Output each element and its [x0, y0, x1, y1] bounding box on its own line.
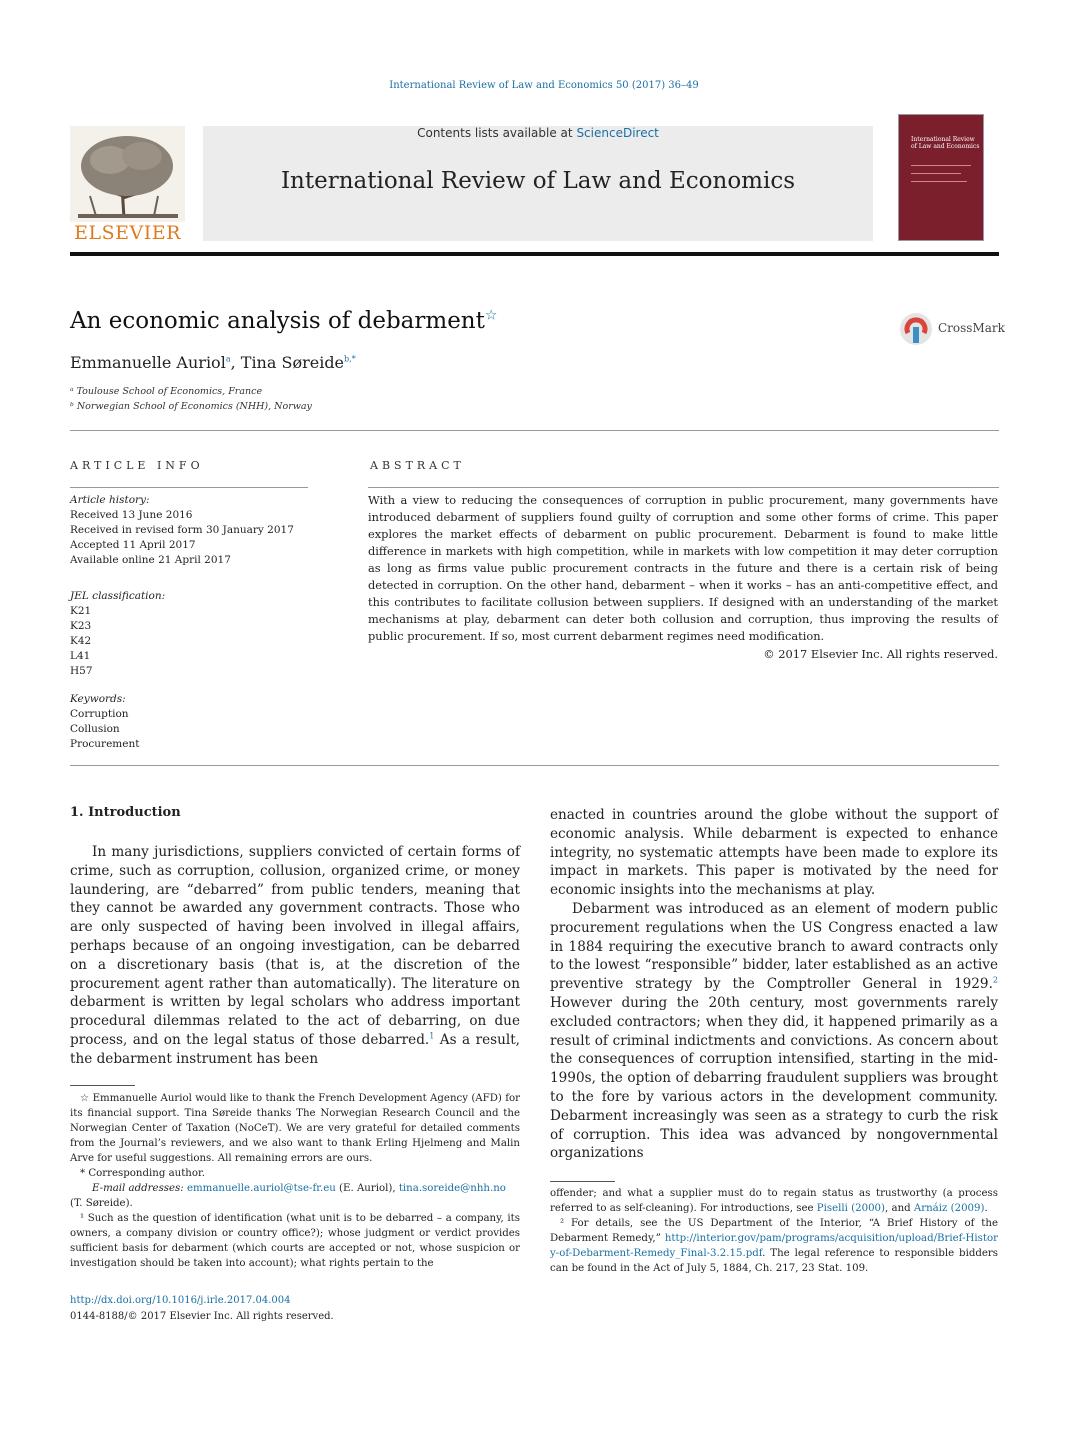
- affiliation-b: ᵇ Norwegian School of Economics (NHH), Norway: [70, 401, 312, 412]
- cover-line: [911, 165, 971, 166]
- footnote-text: .: [984, 1203, 988, 1214]
- publisher-name: ELSEVIER: [74, 222, 181, 244]
- footnote-rule: [70, 1085, 135, 1086]
- crossmark-badge[interactable]: [898, 311, 1018, 347]
- left-column-text: [70, 843, 520, 1069]
- footnote-ref[interactable]: 2: [992, 975, 998, 985]
- right-column-text: [550, 806, 998, 1163]
- doi-block: [70, 1293, 334, 1325]
- jel-code: K21: [70, 605, 92, 617]
- author-name: Tina Søreide: [240, 353, 345, 372]
- sciencedirect-link[interactable]: ScienceDirect: [576, 126, 659, 140]
- paragraph-text: Debarment was introduced as an element of modern public procurement regulations when the US Congress enacted a law in 1884 requiring the executive branch to award contracts only to the lowest “responsible” bidder, later established as an active preventive strategy by the Comptroller General in 1929.: [550, 900, 998, 993]
- jel-label: JEL classification:: [70, 590, 166, 602]
- crossmark-label: CrossMark: [938, 321, 1005, 335]
- citation-link[interactable]: Arnáiz (2009): [913, 1203, 985, 1214]
- abstract-copyright: © 2017 Elsevier Inc. All rights reserved.: [763, 647, 998, 661]
- issn-line: 0144-8188/© 2017 Elsevier Inc. All rights reserved.: [70, 1311, 334, 1322]
- left-footnotes: [70, 1091, 520, 1271]
- email-owner: (E. Auriol),: [335, 1183, 399, 1194]
- author-name: Emmanuelle Auriol: [70, 353, 226, 372]
- cover-line: [911, 181, 967, 182]
- paragraph: [70, 843, 520, 1069]
- header-rule: [70, 252, 999, 256]
- keywords-label: Keywords:: [70, 693, 126, 705]
- keyword: Corruption: [70, 708, 129, 720]
- jel-code: H57: [70, 665, 93, 677]
- history-item: Available online 21 April 2017: [70, 554, 231, 566]
- keywords: [70, 692, 310, 752]
- history-item: Accepted 11 April 2017: [70, 539, 196, 551]
- title-footnote-mark[interactable]: ☆: [484, 307, 498, 324]
- journal-citation[interactable]: International Review of Law and Economics 50 (2017) 36–49: [389, 80, 699, 91]
- contents-prefix: Contents lists available at: [417, 126, 577, 140]
- paragraph-text: As a result, the debarment instrument has been: [70, 1031, 520, 1067]
- history-item: Received 13 June 2016: [70, 509, 193, 521]
- author-separator: ,: [230, 353, 241, 372]
- article-title: [70, 308, 497, 334]
- elsevier-logo: [70, 126, 185, 244]
- email-owner: (T. Søreide).: [70, 1198, 133, 1209]
- crossmark-icon: [898, 311, 934, 347]
- doi-link[interactable]: http://dx.doi.org/10.1016/j.irle.2017.04.004: [70, 1295, 291, 1306]
- email-label: E-mail addresses:: [92, 1183, 187, 1194]
- history-label: Article history:: [70, 494, 150, 506]
- footnote-text: offender; and what a supplier must do to regain status as trustworthy (a process referred to as self-cleaning). For introductions, see: [550, 1188, 998, 1214]
- history-item: Received in revised form 30 January 2017: [70, 524, 294, 536]
- email-link[interactable]: emmanuelle.auriol@tse-fr.eu: [186, 1183, 336, 1194]
- email-line: [70, 1181, 520, 1211]
- contents-line: [203, 126, 873, 140]
- external-link[interactable]: http://interior.gov/pam/programs/acquisition/upload/Brief-History-of-Debarment-Remedy_Final-3.2.15.pdf: [550, 1233, 998, 1259]
- divider: [70, 765, 999, 766]
- divider: [70, 430, 999, 431]
- footnote-text: . The legal reference to responsible bidders can be found in the Act of July 5, 1884, Ch. 217, 23 Stat. 109.: [550, 1248, 998, 1274]
- abstract-heading: ABSTRACT: [370, 459, 465, 472]
- keyword: Procurement: [70, 738, 140, 750]
- corresponding-author: * Corresponding author.: [80, 1168, 205, 1179]
- footnote-ref[interactable]: 1: [429, 1031, 435, 1041]
- footnote-2: [550, 1216, 998, 1276]
- footnote-rule: [550, 1181, 615, 1182]
- footnote-text: ² For details, see the US Department of the Interior, “A Brief History of the Debarment Remedy,”: [550, 1218, 998, 1244]
- cover-title: International Review of Law and Economics: [911, 136, 980, 150]
- paragraph: enacted in countries around the globe without the support of economic analysis. While debarment is expected to enhance integrity, no systematic attempts have been made to explore its impact in markets. This paper is motivated by the need for economic insights into the mechanisms at play.: [550, 807, 998, 899]
- divider: [368, 487, 999, 488]
- footnote-star: ☆ Emmanuelle Auriol would like to thank the French Development Agency (AFD) for its financial support. Tina Søreide thanks The Norwegian Research Council and the Norwegian Center of Taxation (NoCeT). We are very grateful for detailed comments from the Journal’s reviewers, and we also want to thank Erling Hjelmeng and Malin Arve for useful suggestions. All remaining errors are ours.: [70, 1093, 520, 1164]
- right-footnotes: [550, 1186, 998, 1276]
- cover-line: [911, 173, 961, 174]
- paragraph-text: In many jurisdictions, suppliers convicted of certain forms of crime, such as corruption, collusion, organized crime, or money laundering, are “debarred” from public tenders, meaning that they cannot be awarded any government contracts. Those who are only suspected of having been involved in illegal affairs, perhaps because of an ongoing investigation, can be debarred on a discretionary basis (that is, at the discretion of the procurement agent rather than automatically). The literature on debarment is written by legal scholars who address important procedural dilemmas related to the act of debarring, on due process, and on the legal status of those debarred.: [70, 844, 520, 1048]
- journal-banner: [203, 126, 873, 241]
- article-history: [70, 493, 310, 568]
- section-heading: 1. Introduction: [70, 805, 181, 820]
- authors: [70, 353, 356, 372]
- footnote-text: , and: [885, 1203, 914, 1214]
- footnote-continued: [550, 1186, 998, 1216]
- journal-title: International Review of Law and Economics: [280, 168, 796, 194]
- divider: [70, 487, 308, 488]
- citation-link[interactable]: Piselli (2000): [816, 1203, 886, 1214]
- paragraph: [550, 900, 998, 1163]
- jel-code: K23: [70, 620, 92, 632]
- jel-code: L41: [70, 650, 91, 662]
- article-info-heading: ARTICLE INFO: [70, 459, 204, 472]
- jel-classification: [70, 589, 310, 679]
- keyword: Collusion: [70, 723, 120, 735]
- footnote-1: ¹ Such as the question of identification (what unit is to be debarred – a company, its owners, a company division or country office?); whose judgment or verdict provides sufficient basis for debarment (which courts are accepted or not, whose suspicion or investigation should be taken into account); what rights pertain to the: [70, 1213, 520, 1269]
- affiliation-link[interactable]: b,*: [344, 354, 356, 364]
- jel-code: K42: [70, 635, 92, 647]
- article-title-text: An economic analysis of debarment: [70, 308, 485, 334]
- journal-cover-thumbnail[interactable]: [898, 114, 984, 241]
- paragraph-text: However during the 20th century, most governments rarely excluded contractors; when they did, it happened primarily as a result of criminal indictments and convictions. As concern about the consequences of corruption intensified, starting in the mid-1990s, the option of debarring fraudulent suppliers was brought to the fore by various actors in the development community. Debarment increasingly was seen as a strategy to curb the risk of corruption. This idea was advanced by nongovernmental organizations: [550, 994, 998, 1162]
- abstract-text: With a view to reducing the consequences of corruption in public procurement, many governments have introduced debarment of suppliers found guilty of corruption and some other forms of crime. This paper explores the market effects of debarment on public procurement. Debarment is found to make little difference in markets with high competition, while in markets with low competition it may deter corruption as long as firms value public procurement contracts in the future and there is a certain risk of being detected in corruption. On the other hand, debarment – when it works – has an anti-competitive effect, and this contributes to facilitate collusion between suppliers. If designed with an understanding of the market mechanisms at play, debarment can deter both collusion and corruption, thus improving the results of public procurement. If so, most current debarment regimes need modification.: [368, 493, 998, 643]
- affiliation-link[interactable]: a: [225, 354, 231, 364]
- email-link[interactable]: tina.soreide@nhh.no: [398, 1183, 506, 1194]
- affiliation-a: ᵃ Toulouse School of Economics, France: [70, 386, 263, 397]
